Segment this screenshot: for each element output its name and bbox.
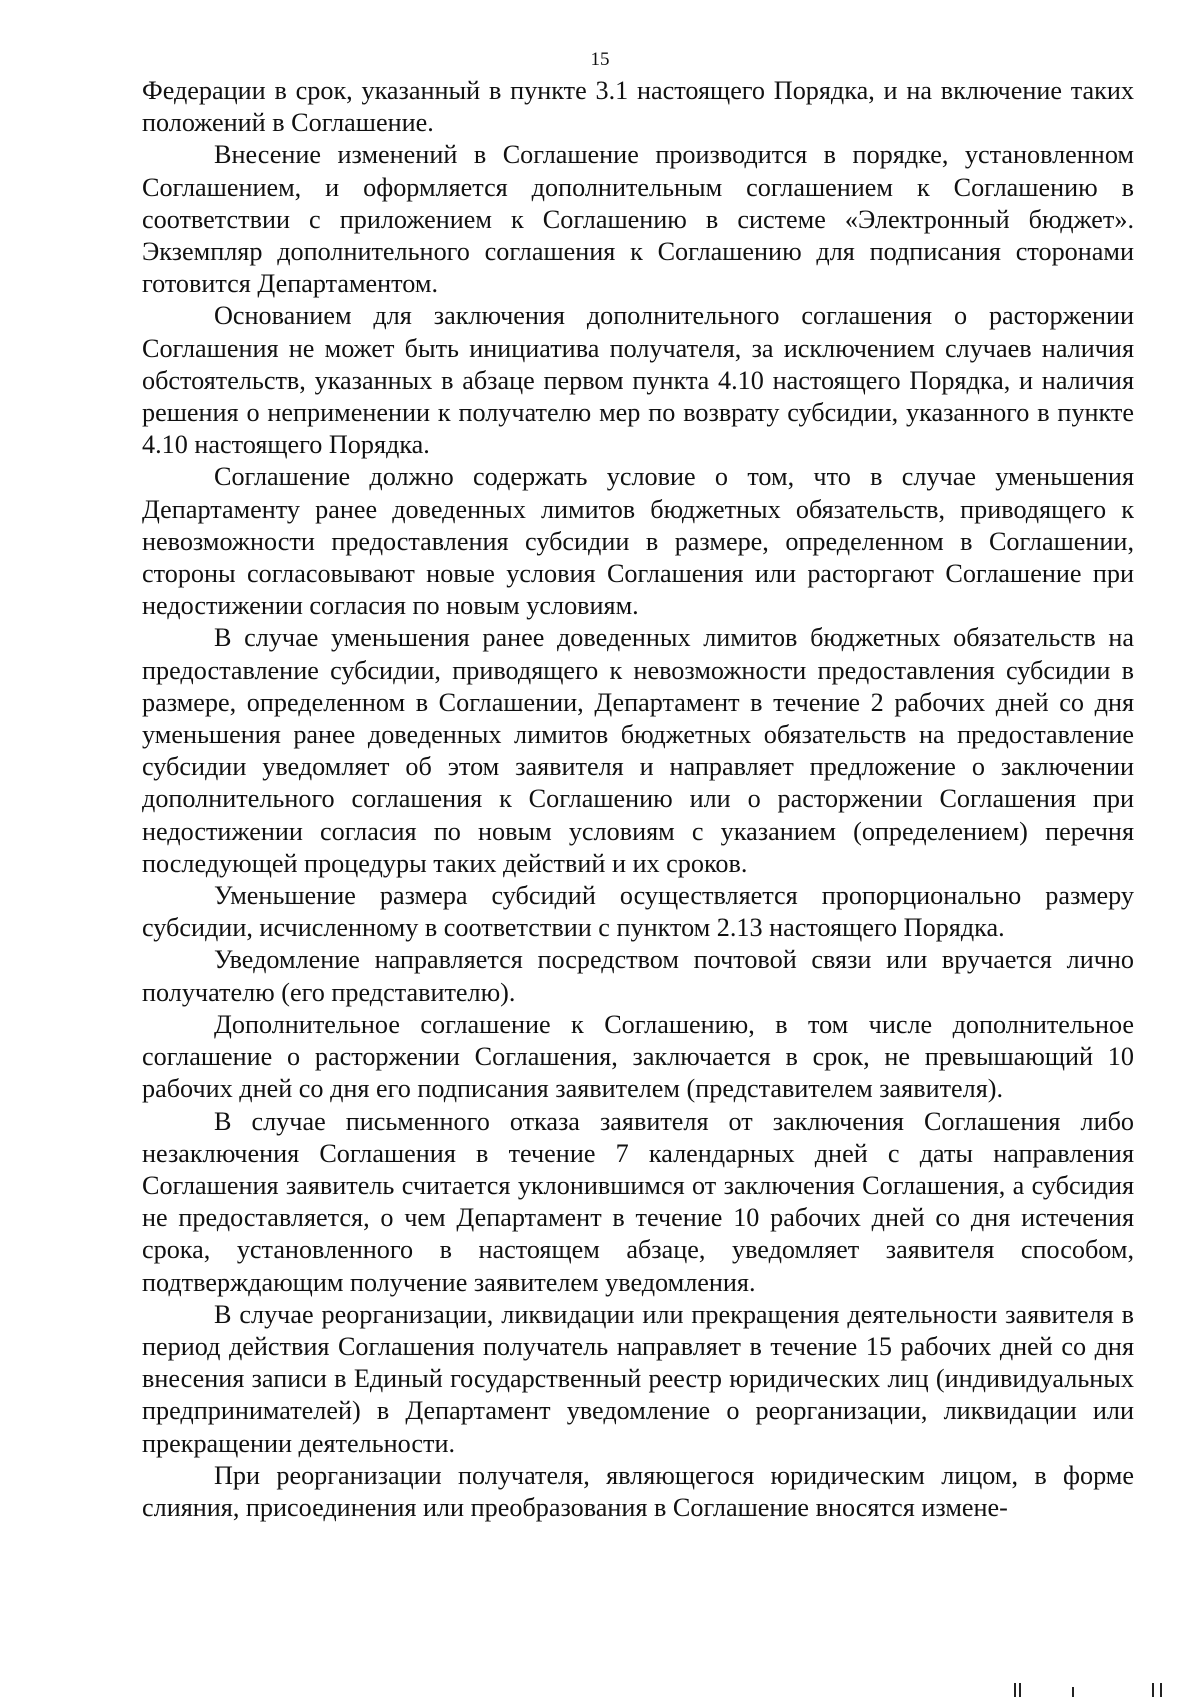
paragraph-continuation: Федерации в срок, указанный в пункте 3.1 настоящего Порядка, и на включение таких положений в Соглашение. <box>142 76 1134 138</box>
paragraph-termination-grounds: Основанием для заключения дополнительного соглашения о расторжении Соглашения не может быть инициатива получателя, за исключением случаев наличия обстоятельств, указанных в абзаце первом пункта 4.10 настоящего Порядка, и наличия решения о неприменении к получателю мер по возврату субсидии, указанного в пункте 4.10 настоящего Порядка. <box>142 301 1134 460</box>
paragraph-refusal: В случае письменного отказа заявителя от заключения Соглашения либо незаключения Соглашения в течение 7 календарных дней с даты направления Соглашения заявитель считается уклонившимся от заключения Соглашения, а субсидия не предоставляется, о чем Департамент в течение 10 рабочих дней со дня истечения срока, установленного в настоящем абзаце, уведомляет заявителя способом, подтверждающим получение заявителем уведомления. <box>142 1106 1134 1297</box>
scan-mark <box>1152 1683 1154 1697</box>
document-body <box>142 75 1134 1524</box>
scan-mark <box>1160 1683 1162 1697</box>
scan-edge-marks <box>1012 1679 1182 1697</box>
paragraph-notice-delivery: Уведомление направляется посредством почтовой связи или вручается лично получателю (его представителю). <box>142 945 1134 1007</box>
paragraph-limit-reduction-notice: В случае уменьшения ранее доведенных лимитов бюджетных обязательств на предоставление субсидии, приводящего к невозможности предоставления субсидии в размере, определенном в Соглашении, Департамент в течение 2 рабочих дней со дня уменьшения ранее доведенных лимитов бюджетных обязательств на предоставление субсидии уведомляет об этом заявителя и направляет предложение о заключении дополнительного соглашения к Соглашению или о расторжении Соглашения при недостижении согласия по новым условиям с указанием (определением) перечня последующей процедуры таких действий и их сроков. <box>142 623 1134 878</box>
paragraph-additional-agreement-term: Дополнительное соглашение к Соглашению, в том числе дополнительное соглашение о расторжении Соглашения, заключается в срок, не превышающий 10 рабочих дней со дня его подписания заявителем (представителем заявителя). <box>142 1009 1134 1104</box>
scan-mark <box>1019 1683 1021 1697</box>
paragraph-reorganization-notice: В случае реорганизации, ликвидации или прекращения деятельности заявителя в период действия Соглашения получатель направляет в течение 15 рабочих дней со дня внесения записи в Единый государственный реестр юридических лиц (индивидуальных предпринимателей) в Департамент уведомление о реорганизации, ликвидации или прекращении деятельности. <box>142 1299 1134 1458</box>
paragraph-agreement-amendment: Внесение изменений в Соглашение производится в порядке, установленном Соглашением, и оформляется дополнительным соглашением к Соглашению в соответствии с приложением к Соглашению в системе «Электронный бюджет». Экземпляр дополнительного соглашения к Соглашению для подписания сторонами готовится Департаментом. <box>142 140 1134 299</box>
scan-mark <box>1014 1683 1016 1697</box>
paragraph-limit-reduction-condition: Соглашение должно содержать условие о том, что в случае уменьшения Департаменту ранее доведенных лимитов бюджетных обязательств, приводящего к невозможности предоставления субсидии в размере, определенном в Соглашении, стороны согласовывают новые условия Соглашения или расторгают Соглашение при недостижении согласия по новым условиям. <box>142 462 1134 621</box>
scan-mark <box>1072 1687 1074 1697</box>
paragraph-proportional-reduction: Уменьшение размера субсидий осуществляется пропорционально размеру субсидии, исчисленному в соответствии с пунктом 2.13 настоящего Порядка. <box>142 881 1134 943</box>
paragraph-merger: При реорганизации получателя, являющегося юридическим лицом, в форме слияния, присоединения или преобразования в Соглашение вносятся измене- <box>142 1460 1134 1522</box>
page-number: 15 <box>590 49 610 70</box>
